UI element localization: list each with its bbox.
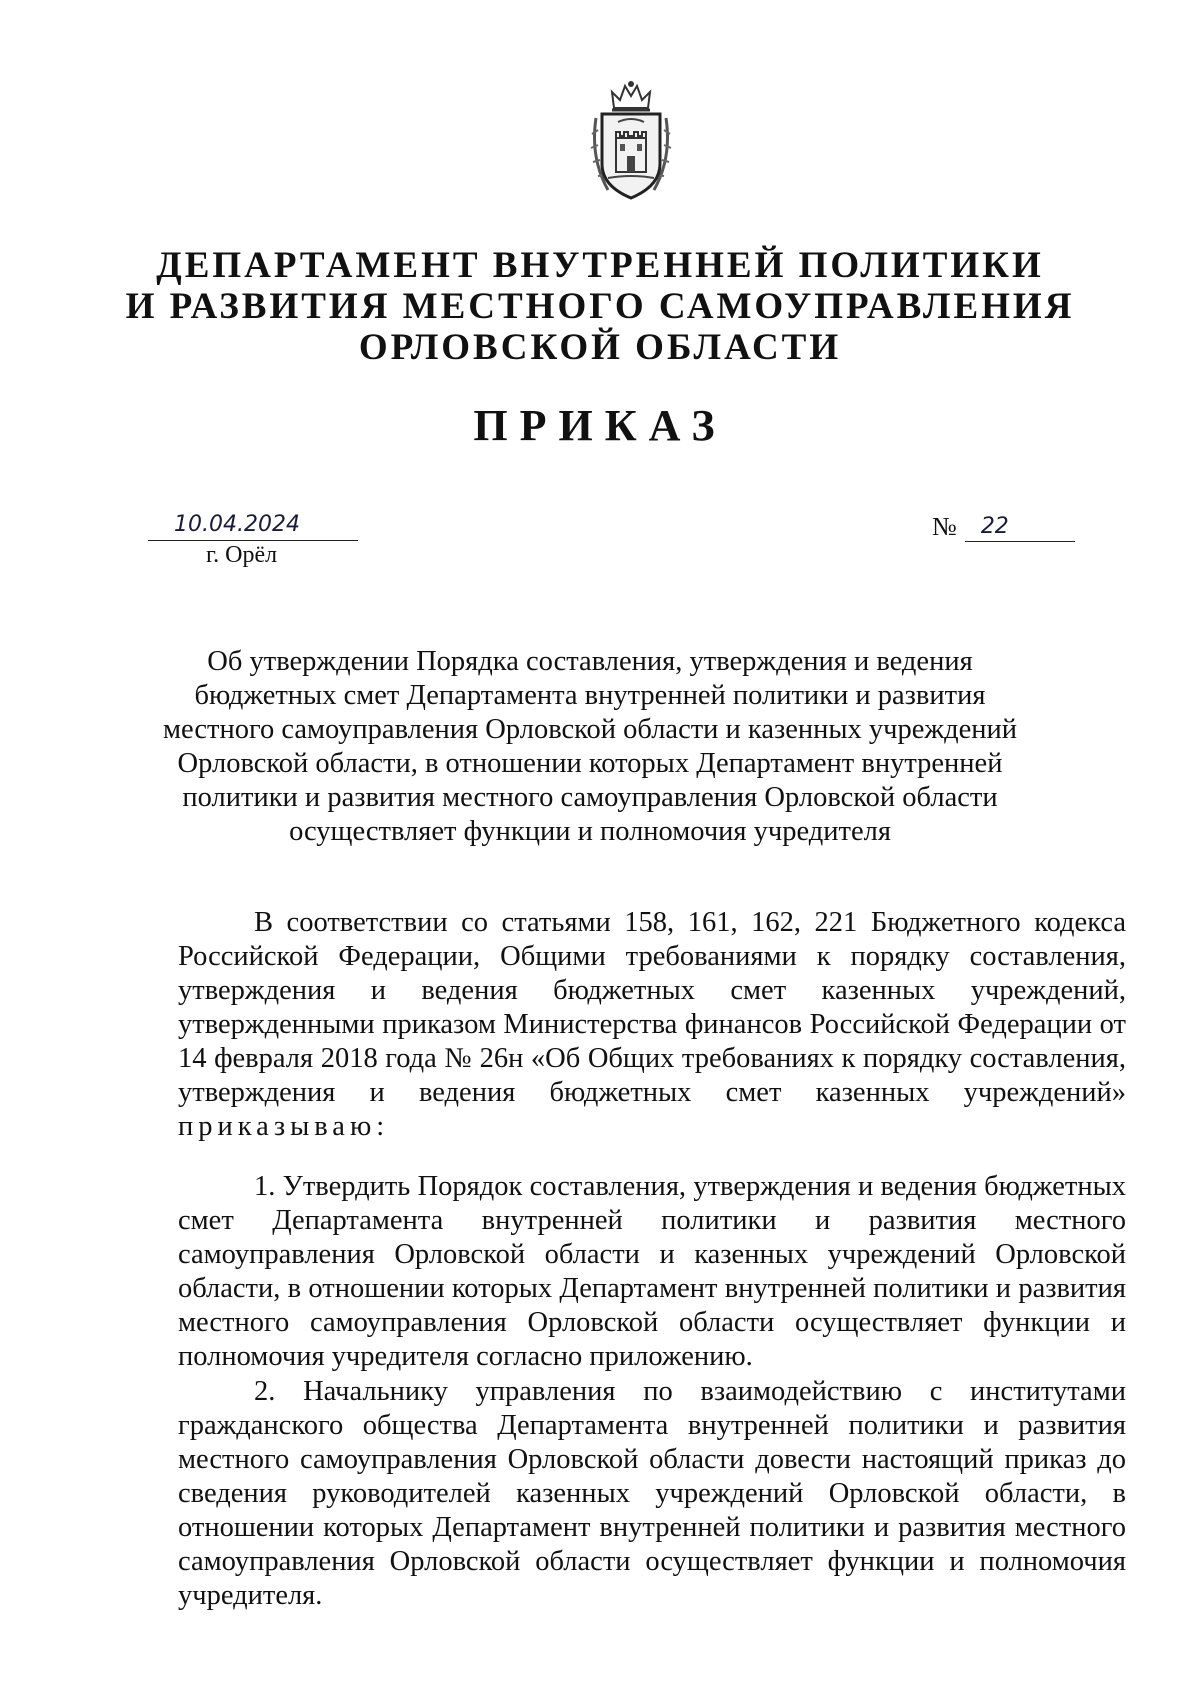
order-number: 22 <box>965 513 1075 542</box>
number-sign: № <box>932 512 957 541</box>
orel-oblast-coat-of-arms-icon <box>588 78 674 204</box>
order-date: 10.04.2024 <box>174 512 300 537</box>
subject-line: бюджетных смет Департамента внутренней политики и развития <box>194 680 986 711</box>
order-number-block <box>932 512 1092 542</box>
subject-line: местного самоуправления Орловской области и казенных учреждений <box>162 714 1018 745</box>
department-header <box>100 245 1100 368</box>
item-1-paragraph: 1. Утвердить Порядок составления, утверждения и ведения бюджетных смет Департамента внутренней политики и развития местного самоуправления Орловской области и казенных учреждений Орловской области, в отношении которых Департамент внутренней политики и развития местного самоуправления Орловской области осуществляет функции и полномочия учредителя согласно приложению. <box>178 1171 1126 1372</box>
subject-line: политики и развития местного самоуправления Орловской области <box>182 782 998 813</box>
item-2-paragraph: 2. Начальнику управления по взаимодействию с институтами гражданского общества Департамента внутренней политики и развития местного самоуправления Орловской области довести настоящий приказ до сведения руководителей казенных учреждений Орловской области, в отношении которых Департамент внутренней политики и развития местного самоуправления Орловской области осуществляет функции и полномочия учредителя. <box>178 1376 1126 1611</box>
preamble-paragraph <box>178 906 1126 1144</box>
department-name-line-3: ОРЛОВСКОЙ ОБЛАСТИ <box>358 327 842 368</box>
department-name-line-1: ДЕПАРТАМЕНТ ВНУТРЕННЕЙ ПОЛИТИКИ <box>156 245 1044 286</box>
subject-line: Об утверждении Порядка составления, утверждения и ведения <box>207 646 973 677</box>
preamble-text: В соответствии со статьями 158, 161, 162, 221 Бюджетного кодекса Российской Федерации, Общими требованиями к порядку составления, утверждения и ведения бюджетных смет казенных учреждений, утвержденными приказом Министерства финансов Российской Федерации от 14 февраля 2018 года № 26н «Об Общих требованиях к порядку составления, утверждения и ведения бюджетных смет казенных учреждений» <box>178 907 1126 1108</box>
date-block <box>148 510 358 569</box>
city-label: г. Орёл <box>206 542 278 568</box>
order-word: приказываю: <box>178 1111 390 1142</box>
subject-line: Орловской области, в отношении которых Департамент внутренней <box>177 748 1003 779</box>
document-type-title: ПРИКАЗ <box>473 401 727 450</box>
order-subject <box>150 645 1030 849</box>
department-name-line-2: И РАЗВИТИЯ МЕСТНОГО САМОУПРАВЛЕНИЯ <box>125 286 1075 327</box>
subject-line: осуществляет функции и полномочия учредителя <box>289 816 891 847</box>
